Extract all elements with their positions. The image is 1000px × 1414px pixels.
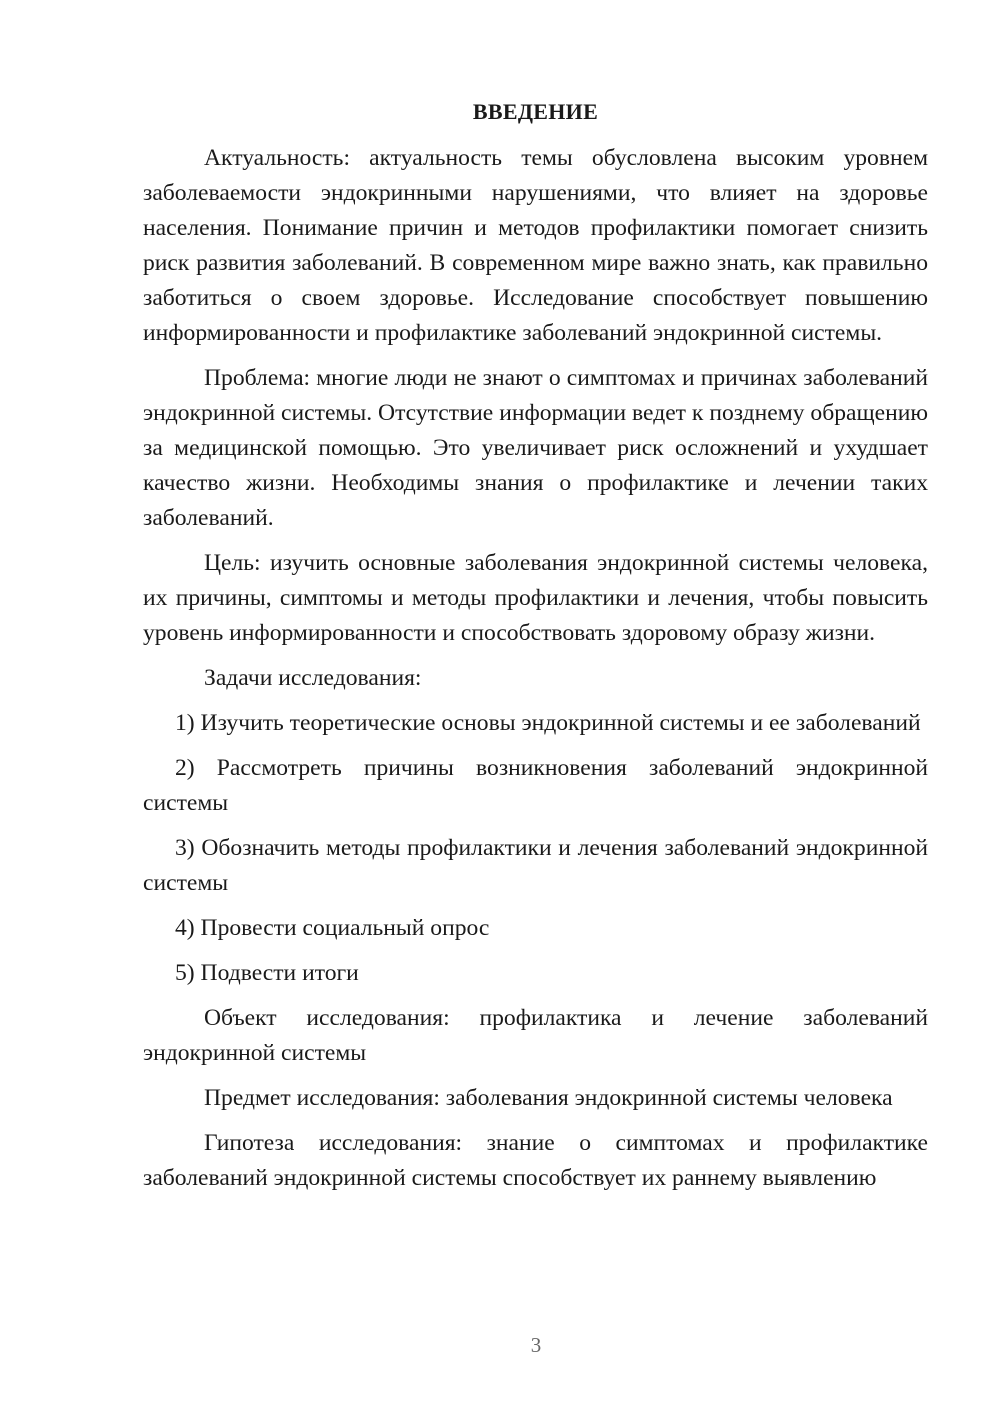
paragraph-subject: Предмет исследования: заболевания эндокринной системы человека: [204, 1085, 893, 1111]
task-item: 1) Изучить теоретические основы эндокринной системы и ее заболеваний: [175, 710, 921, 736]
paragraph-object: Объект исследования: профилактика и лечение заболеваний эндокринной системы: [143, 1005, 928, 1066]
page-content: [143, 94, 928, 1206]
task-item: 5) Подвести итоги: [175, 960, 359, 986]
tasks-heading: Задачи исследования:: [204, 665, 422, 691]
page-title: ВВЕДЕНИЕ: [472, 99, 599, 124]
paragraph-goal: Цель: изучить основные заболевания эндокринной системы человека, их причины, симптомы и методы профилактики и лечения, чтобы повысить уровень информированности и способствовать здоровому образу жизни.: [143, 550, 928, 646]
task-item: 3) Обозначить методы профилактики и лечения заболеваний эндокринной системы: [143, 835, 928, 896]
paragraph-hypothesis: Гипотеза исследования: знание о симптомах и профилактике заболеваний эндокринной системы способствует их раннему выявлению: [143, 1130, 928, 1191]
page-number: 3: [530, 1333, 542, 1357]
task-item: 4) Провести социальный опрос: [175, 915, 490, 941]
paragraph-relevance: Актуальность: актуальность темы обусловлена высоким уровнем заболеваемости эндокринными нарушениями, что влияет на здоровье населения. Понимание причин и методов профилактики помогает снизить риск развития заболеваний. В современном мире важно знать, как правильно заботиться о своем здоровье. Исследование способствует повышению информированности и профилактике заболеваний эндокринной системы.: [143, 145, 928, 346]
paragraph-problem: Проблема: многие люди не знают о симптомах и причинах заболеваний эндокринной системы. Отсутствие информации ведет к позднему обращению за медицинской помощью. Это увеличивает риск осложнений и ухудшает качество жизни. Необходимы знания о профилактике и лечении таких заболеваний.: [143, 365, 928, 531]
task-item: 2) Рассмотреть причины возникновения заболеваний эндокринной системы: [143, 755, 928, 816]
